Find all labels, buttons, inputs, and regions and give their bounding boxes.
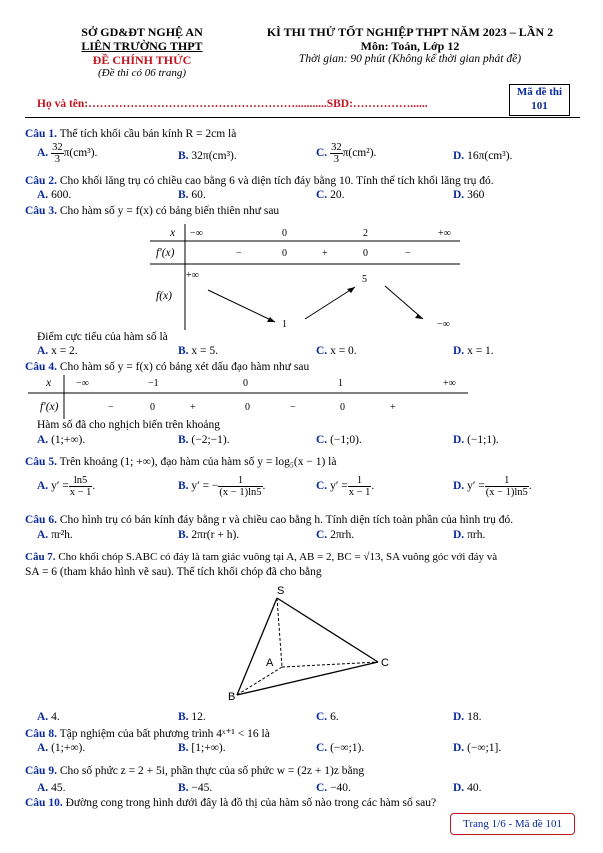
q9-option-a[interactable]: A. 45. bbox=[37, 782, 66, 794]
question-9: Câu 9. Cho số phức z = 2 + 5i, phần thực của số phức w = (2z + 1)z bằng bbox=[25, 765, 365, 777]
q4-option-c[interactable]: C. (−1;0). bbox=[316, 434, 362, 446]
q7-label-s: S bbox=[277, 585, 285, 597]
q5-option-d[interactable]: D. y′ = $\frac{1}{(x - 1)\ln 5}$ . bbox=[453, 475, 532, 498]
q7-option-b[interactable]: B. 12. bbox=[178, 711, 206, 723]
q3-fp-sign-1: − bbox=[236, 248, 242, 259]
q1-option-c[interactable]: C. $\frac{32}{3}$ π(cm²). bbox=[316, 142, 377, 165]
q2-option-d[interactable]: D. 360 bbox=[453, 189, 485, 201]
q3-f-label: f(x) bbox=[156, 290, 172, 302]
question-10: Câu 10. Đường cong trong hình dưới đây là đồ thị của hàm số nào trong các hàm số sau? bbox=[25, 797, 437, 809]
q7-label-b: B bbox=[228, 691, 236, 703]
q7-option-a[interactable]: A. 4. bbox=[37, 711, 60, 723]
q3-option-d[interactable]: D. x = 1. bbox=[453, 345, 494, 357]
q6-option-d[interactable]: D. πrh. bbox=[453, 529, 486, 541]
q7-option-c[interactable]: C. 6. bbox=[316, 711, 339, 723]
question-8: Câu 8. Tập nghiệm của bất phương trình 4ˣ⁺¹ < 16 là bbox=[25, 728, 270, 740]
q8-option-c[interactable]: C. (−∞;1). bbox=[316, 742, 365, 754]
q9-option-d[interactable]: D. 40. bbox=[453, 782, 482, 794]
q3-option-b[interactable]: B. x = 5. bbox=[178, 345, 219, 357]
header-divider bbox=[25, 117, 580, 118]
q2-option-c[interactable]: C. 20. bbox=[316, 189, 345, 201]
q4-option-b[interactable]: B. (−2;−1). bbox=[178, 434, 230, 446]
q3-fp-label: f′(x) bbox=[156, 247, 175, 259]
q3-prompt: Điểm cực tiểu của hàm số là bbox=[37, 331, 168, 343]
q2-option-a[interactable]: A. 600. bbox=[37, 189, 72, 201]
q3-f-val-4: −∞ bbox=[437, 319, 450, 330]
q5-option-a[interactable]: A. y′ = $\frac{\ln 5}{x - 1}$ . bbox=[37, 475, 96, 498]
q7-label-c: C bbox=[381, 657, 389, 669]
q7-label-a: A bbox=[266, 657, 274, 669]
q8-option-d[interactable]: D. (−∞;1]. bbox=[453, 742, 502, 754]
exam-title: KÌ THI THỬ TỐT NGHIỆP THPT NĂM 2023 – LẦN 2 bbox=[266, 25, 554, 39]
question-1: Câu 1. Thể tích khối cầu bán kính R = 2cm là bbox=[25, 128, 237, 140]
question-3: Câu 3. Cho hàm số y = f(x) có bảng biến thiên như sau bbox=[25, 205, 280, 217]
question-2: Câu 2. Cho khối lăng trụ có chiều cao bằng 6 và diện tích đáy bằng 10. Tính thể tích khối lăng trụ đó. bbox=[25, 175, 494, 187]
q3-f-val-2: 1 bbox=[282, 319, 287, 330]
page-count-note: (Đề thi có 06 trang) bbox=[98, 67, 186, 79]
q4-prompt: Hàm số đã cho nghịch biến trên khoảng bbox=[37, 419, 220, 431]
department-name: SỞ GD&ĐT NGHỆ AN bbox=[81, 25, 203, 39]
q7-pyramid-figure bbox=[220, 585, 400, 710]
time-line: Thời gian: 90 phút (Không kể thời gian phát đề) bbox=[298, 53, 522, 65]
q2-option-b[interactable]: B. 60. bbox=[178, 189, 206, 201]
q4-x-val-4: 1 bbox=[338, 378, 343, 389]
q3-x-val-2: 0 bbox=[282, 228, 287, 239]
q4-x-val-1: −∞ bbox=[76, 378, 89, 389]
q1-option-d[interactable]: D. 16π(cm³). bbox=[453, 150, 513, 162]
name-sbd-line: Họ và tên:………………………………………………...........SBD:……………...... bbox=[37, 98, 428, 110]
q3-x-val-4: +∞ bbox=[438, 228, 451, 239]
q3-f-val-1: +∞ bbox=[186, 270, 199, 281]
q3-fp-val-4: 0 bbox=[363, 248, 368, 259]
q4-fp-val-4: 0 bbox=[245, 402, 250, 413]
question-4: Câu 4. Cho hàm số y = f(x) có bảng xét dấu đạo hàm như sau bbox=[25, 361, 310, 373]
question-5: Câu 5. Trên khoảng (1; +∞), đạo hàm của hàm số y = log₅(x − 1) là bbox=[25, 456, 337, 468]
q3-option-a[interactable]: A. x = 2. bbox=[37, 345, 78, 357]
q4-fp-val-6: 0 bbox=[340, 402, 345, 413]
q3-f-val-3: 5 bbox=[362, 274, 367, 285]
q8-option-b[interactable]: B. [1;+∞). bbox=[178, 742, 226, 754]
q5-option-b[interactable]: B. y′ = − $\frac{1}{(x - 1)\ln 5}$ . bbox=[178, 475, 266, 498]
q3-option-c[interactable]: C. x = 0. bbox=[316, 345, 357, 357]
exam-code: 101 bbox=[531, 100, 548, 112]
q5-option-c[interactable]: C. y′ = $\frac{1}{x - 1}$ . bbox=[316, 475, 375, 498]
page-footer: Trang 1/6 - Mã đề 101 bbox=[450, 813, 575, 835]
q7-option-d[interactable]: D. 18. bbox=[453, 711, 482, 723]
q4-fp-val-2: 0 bbox=[150, 402, 155, 413]
q8-option-a[interactable]: A. (1;+∞). bbox=[37, 742, 86, 754]
question-7-cont: SA = 6 (tham khảo hình vẽ sau). Thể tích khối chóp đã cho bằng bbox=[25, 566, 322, 578]
exam-code-box bbox=[509, 84, 570, 116]
q6-option-b[interactable]: B. 2πr(r + h). bbox=[178, 529, 240, 541]
question-7: Câu 7. Cho khối chóp S.ABC có đáy là tam giác vuông tại A, AB = 2, BC = √13, SA vuông góc với đáy và bbox=[25, 551, 498, 563]
q3-fp-val-2: 0 bbox=[282, 248, 287, 259]
q9-option-b[interactable]: B. −45. bbox=[178, 782, 213, 794]
q1-option-a[interactable]: A. $\frac{32}{3}$ π(cm³). bbox=[37, 142, 98, 165]
q1-option-b[interactable]: B. 32π(cm³). bbox=[178, 150, 237, 162]
q9-option-c[interactable]: C. −40. bbox=[316, 782, 351, 794]
q4-x-val-5: +∞ bbox=[443, 378, 456, 389]
q4-fp-sign-1: − bbox=[108, 402, 114, 413]
q3-x-val-3: 2 bbox=[363, 228, 368, 239]
q4-x-label: x bbox=[46, 377, 52, 389]
exam-code-label: Mã đề thi bbox=[516, 86, 563, 98]
subject-line: Môn: Toán, Lớp 12 bbox=[360, 39, 460, 53]
q3-x-val-1: −∞ bbox=[190, 228, 203, 239]
q6-option-c[interactable]: C. 2πrh. bbox=[316, 529, 355, 541]
q4-fp-sign-5: − bbox=[290, 402, 296, 413]
q4-option-a[interactable]: A. (1;+∞). bbox=[37, 434, 86, 446]
q3-fp-sign-5: − bbox=[405, 248, 411, 259]
q4-fp-label: f′(x) bbox=[40, 401, 59, 413]
question-6: Câu 6. Cho hình trụ có bán kính đáy bằng r và chiều cao bằng h. Tính diện tích toàn phần của hình trụ đó. bbox=[25, 514, 514, 526]
q3-fp-sign-3: + bbox=[322, 248, 328, 259]
q4-option-d[interactable]: D. (−1;1). bbox=[453, 434, 499, 446]
q6-option-a[interactable]: A. πr²h. bbox=[37, 529, 73, 541]
official-label: ĐỀ CHÍNH THỨC bbox=[92, 53, 192, 67]
q4-x-val-2: −1 bbox=[148, 378, 159, 389]
school-name: LIÊN TRƯỜNG THPT bbox=[81, 39, 203, 53]
q4-fp-sign-3: + bbox=[190, 402, 196, 413]
q3-x-label: x bbox=[170, 227, 176, 239]
q4-x-val-3: 0 bbox=[243, 378, 248, 389]
q4-fp-sign-7: + bbox=[390, 402, 396, 413]
